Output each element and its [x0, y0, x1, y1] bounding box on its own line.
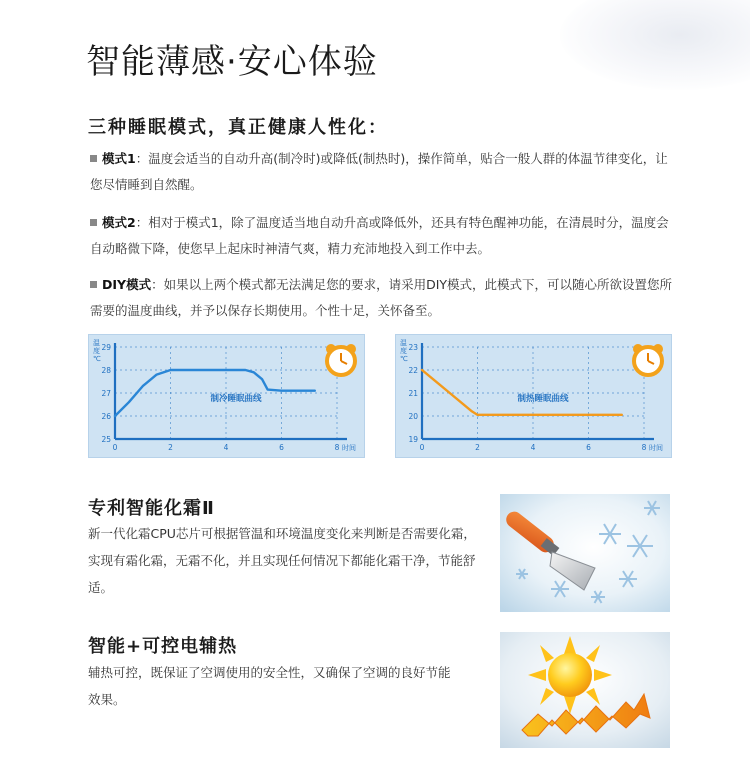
y-tick-label: 21 — [408, 389, 418, 398]
defrost-title: 专利智能化霜Ⅱ — [88, 498, 215, 519]
mode-1-text-line1: ：温度会适当的自动升高(制冷时)或降低(制热时)，操作简单，贴合一般人群的体温节律变化，让 — [135, 151, 668, 166]
x-axis-label: 时间 — [342, 444, 356, 452]
x-axis-label: 时间 — [649, 444, 663, 452]
mode-1-label: 模式1 — [102, 151, 136, 166]
x-tick-label: 8 — [641, 443, 647, 452]
x-tick-label: 6 — [279, 443, 284, 452]
x-tick-label: 0 — [419, 443, 425, 452]
defrost-description — [88, 520, 483, 601]
chart-title: 制热睡眠曲线 — [517, 394, 569, 404]
y-tick-label: 25 — [101, 435, 111, 444]
mode-1-text-line2: 您尽情睡到自然醒。 — [90, 177, 203, 192]
x-tick-label: 4 — [530, 443, 536, 452]
heating-sleep-chart — [395, 334, 672, 458]
mode-2-paragraph — [90, 210, 680, 262]
defrost-text-line1: 新一代化霜CPU芯片可根据管温和环境温度变化来判断是否需要化霜， — [88, 526, 476, 541]
page-title: 智能薄感·安心体验 — [86, 42, 378, 82]
y-tick-label: 26 — [101, 412, 111, 421]
alarm-clock-icon — [633, 344, 663, 375]
y-tick-label: 20 — [408, 412, 418, 421]
defrost-snowflake-image — [500, 494, 670, 612]
x-tick-label: 8 — [334, 443, 340, 452]
defrost-text-line2: 实现有霜化霜，无霜不化，并且实现任何情况下都能化霜干净，节能舒适。 — [88, 553, 476, 595]
mode-2-text-line1: ：相对于模式1，除了温度适当地自动升高或降低外，还具有特色醒神功能，在清晨时分，温度会 — [135, 215, 669, 230]
bullet-square-icon — [90, 281, 97, 288]
mode-2-text-line2: 自动略微下降，使您早上起床时神清气爽，精力充沛地投入到工作中去。 — [90, 241, 491, 256]
x-tick-label: 2 — [168, 443, 173, 452]
aux-heat-text-line2: 效果。 — [88, 692, 126, 707]
aux-heat-description — [88, 659, 483, 713]
y-axis-label: 温度℃ — [93, 339, 101, 363]
alarm-clock-icon — [326, 344, 356, 375]
mode-diy-paragraph — [90, 272, 680, 324]
x-tick-label: 0 — [112, 443, 118, 452]
cooling-sleep-chart — [88, 334, 365, 458]
mode-diy-label: DIY模式 — [102, 277, 152, 292]
x-tick-label: 6 — [586, 443, 591, 452]
y-tick-label: 19 — [408, 435, 418, 444]
sun-heating-image — [500, 632, 670, 748]
aux-heat-title: 智能+可控电辅热 — [88, 636, 238, 657]
cooling-chart-svg — [89, 335, 364, 457]
y-tick-label: 23 — [408, 343, 418, 352]
bullet-square-icon — [90, 219, 97, 226]
series-line — [422, 370, 622, 415]
mode-2-label: 模式2 — [102, 215, 136, 230]
y-tick-label: 28 — [101, 366, 111, 375]
mode-diy-text-line2: 需要的温度曲线，并予以保存长期使用。个性十足，关怀备至。 — [90, 303, 441, 318]
mode-diy-text-line1: ：如果以上两个模式都无法满足您的要求，请采用DIY模式，此模式下，可以随心所欲设置您所 — [151, 277, 673, 292]
y-axis-label: 温度℃ — [400, 339, 408, 363]
series-line — [115, 370, 315, 416]
y-tick-label: 29 — [101, 343, 111, 352]
x-tick-label: 4 — [223, 443, 229, 452]
aux-heat-text-line1: 辅热可控，既保证了空调使用的安全性，又确保了空调的良好节能 — [88, 665, 451, 680]
chart-title: 制冷睡眠曲线 — [210, 394, 262, 404]
section-subtitle: 三种睡眠模式，真正健康人性化： — [88, 117, 388, 138]
y-tick-label: 27 — [101, 389, 111, 398]
x-tick-label: 2 — [475, 443, 480, 452]
bullet-square-icon — [90, 155, 97, 162]
heating-chart-svg — [396, 335, 671, 457]
mode-1-paragraph — [90, 146, 680, 198]
y-tick-label: 22 — [408, 366, 418, 375]
